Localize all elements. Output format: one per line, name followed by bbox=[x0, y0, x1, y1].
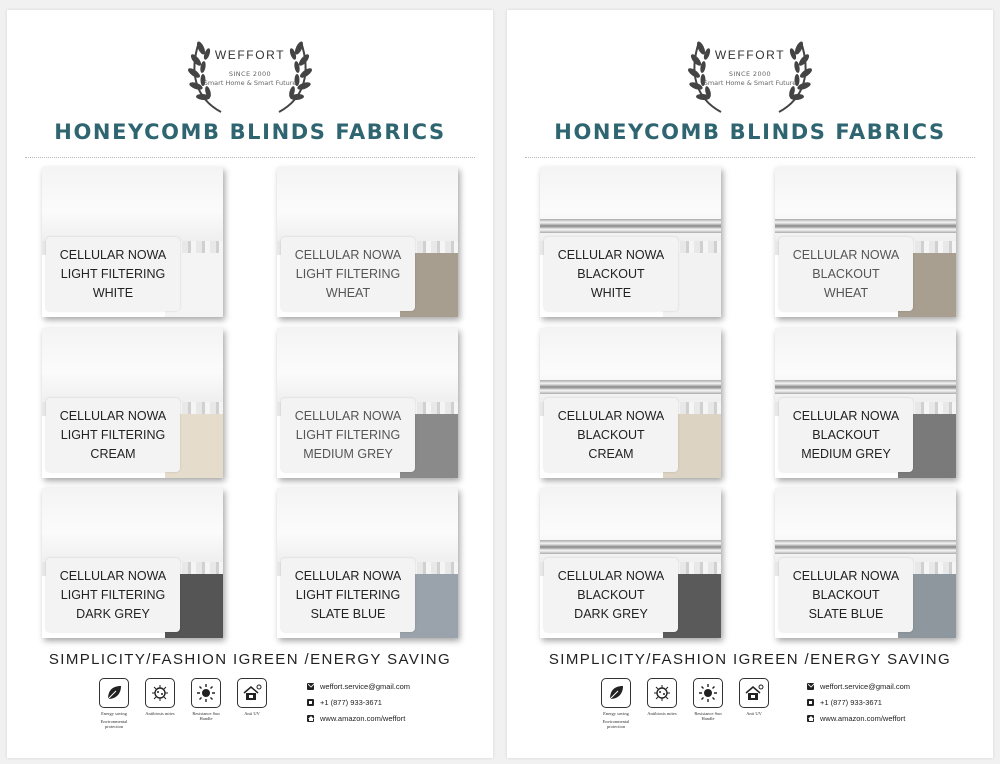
swatch-card bbox=[540, 328, 721, 478]
swatch-face bbox=[277, 328, 458, 402]
swatch-line-3: MEDIUM GREY bbox=[303, 446, 393, 461]
contact-website bbox=[807, 712, 977, 725]
leaf-icon bbox=[606, 683, 626, 703]
swatch-card bbox=[42, 488, 223, 638]
feature-caption: Environmental protection bbox=[602, 719, 630, 729]
swatch-label bbox=[281, 558, 415, 632]
brand-tagline: Smart Home & Smart Future bbox=[203, 79, 297, 87]
contact-email bbox=[807, 680, 977, 693]
swatch-face bbox=[277, 167, 458, 241]
slogan: SIMPLICITY/FASHION IGREEN /ENERGY SAVING bbox=[548, 651, 952, 668]
sun-icon bbox=[196, 683, 216, 703]
swatch-card bbox=[540, 167, 721, 317]
swatch-line-1: CELLULAR NOWA bbox=[792, 568, 900, 583]
swatch-line-3: SLATE BLUE bbox=[310, 606, 386, 621]
contact-website-text: www.amazon.com/weffort bbox=[820, 714, 906, 723]
swatch-line-1: CELLULAR NOWA bbox=[59, 247, 167, 262]
page-title: HONEYCOMB BLINDS FABRICS bbox=[54, 120, 446, 144]
brand-logo bbox=[507, 36, 993, 116]
swatch-foil bbox=[540, 380, 721, 394]
contact-phone bbox=[307, 696, 477, 709]
swatch-line-3: SLATE BLUE bbox=[808, 606, 884, 621]
swatch-line-2: BLACKOUT bbox=[812, 266, 880, 281]
swatch-face bbox=[277, 488, 458, 562]
feature-caption: Energy saving bbox=[603, 711, 629, 716]
contact-website-text: www.amazon.com/weffort bbox=[320, 714, 406, 723]
swatch-line-2: LIGHT FILTERING bbox=[295, 266, 401, 281]
bacteria-icon bbox=[652, 683, 672, 703]
swatch-line-3: DARK GREY bbox=[574, 606, 648, 621]
swatch-line-1: CELLULAR NOWA bbox=[557, 247, 665, 262]
swatch-line-1: CELLULAR NOWA bbox=[792, 408, 900, 423]
swatch-foil bbox=[540, 219, 721, 233]
swatch-label bbox=[46, 237, 180, 311]
swatch-line-2: BLACKOUT bbox=[577, 266, 645, 281]
swatch-card bbox=[277, 167, 458, 317]
swatch-label bbox=[46, 558, 180, 632]
page-title: HONEYCOMB BLINDS FABRICS bbox=[554, 120, 946, 144]
email-icon bbox=[807, 683, 814, 690]
swatch-face bbox=[42, 488, 223, 562]
swatch-line-3: WHITE bbox=[590, 285, 632, 300]
feature-caption: Antibiosis mites bbox=[145, 711, 175, 716]
swatch-line-1: CELLULAR NOWA bbox=[294, 247, 402, 262]
feature-caption: Environmental protection bbox=[100, 719, 128, 729]
swatch-card bbox=[775, 488, 956, 638]
feature-icons bbox=[94, 678, 274, 728]
swatch-line-1: CELLULAR NOWA bbox=[294, 568, 402, 583]
brand-since: SINCE 2000 bbox=[228, 70, 272, 78]
swatch-card bbox=[42, 328, 223, 478]
feature-antibiosis bbox=[140, 678, 180, 716]
swatch-line-2: BLACKOUT bbox=[577, 587, 645, 602]
swatch-line-3: CREAM bbox=[588, 446, 634, 461]
contact-website bbox=[307, 712, 477, 725]
feature-caption: Anti UV bbox=[244, 711, 260, 716]
bacteria-icon bbox=[150, 683, 170, 703]
swatch-line-3: MEDIUM GREY bbox=[801, 446, 891, 461]
contact-phone bbox=[807, 696, 977, 709]
swatch-line-3: WHEAT bbox=[325, 285, 371, 300]
contact-list bbox=[307, 680, 477, 728]
swatch-line-2: LIGHT FILTERING bbox=[60, 587, 166, 602]
house-uv-icon bbox=[744, 683, 764, 703]
swatch-label bbox=[544, 237, 678, 311]
feature-anti-uv bbox=[734, 678, 774, 716]
swatch-label bbox=[779, 398, 913, 472]
feature-caption: Anti UV bbox=[746, 711, 762, 716]
swatch-foil bbox=[775, 219, 956, 233]
home-icon bbox=[807, 715, 814, 722]
swatch-line-2: BLACKOUT bbox=[812, 427, 880, 442]
swatch-face bbox=[42, 328, 223, 402]
swatch-label bbox=[779, 558, 913, 632]
feature-antibiosis bbox=[642, 678, 682, 716]
swatch-line-3: DARK GREY bbox=[76, 606, 150, 621]
swatch-line-3: WHEAT bbox=[823, 285, 869, 300]
home-icon bbox=[307, 715, 314, 722]
swatch-line-2: BLACKOUT bbox=[812, 587, 880, 602]
brand-logo bbox=[7, 36, 493, 116]
swatch-line-3: CREAM bbox=[90, 446, 136, 461]
swatch-line-2: LIGHT FILTERING bbox=[295, 427, 401, 442]
swatch-line-2: BLACKOUT bbox=[577, 427, 645, 442]
contact-list bbox=[807, 680, 977, 728]
swatch-foil bbox=[540, 540, 721, 554]
swatch-line-2: LIGHT FILTERING bbox=[60, 266, 166, 281]
feature-anti-uv bbox=[232, 678, 272, 716]
swatch-line-1: CELLULAR NOWA bbox=[59, 568, 167, 583]
blackout-panel bbox=[507, 10, 993, 758]
phone-icon bbox=[807, 699, 814, 706]
swatch-card bbox=[540, 488, 721, 638]
title-divider bbox=[525, 157, 975, 158]
feature-caption: Resistance Sun Handle bbox=[192, 711, 220, 721]
swatch-foil bbox=[775, 540, 956, 554]
contact-email bbox=[307, 680, 477, 693]
sun-icon bbox=[698, 683, 718, 703]
slogan: SIMPLICITY/FASHION IGREEN /ENERGY SAVING bbox=[48, 651, 452, 668]
feature-energy-saving bbox=[94, 678, 134, 729]
swatch-card bbox=[42, 167, 223, 317]
swatch-line-1: CELLULAR NOWA bbox=[59, 408, 167, 423]
swatch-line-1: CELLULAR NOWA bbox=[557, 408, 665, 423]
swatch-card bbox=[775, 328, 956, 478]
brand-since: SINCE 2000 bbox=[728, 70, 772, 78]
swatch-label bbox=[779, 237, 913, 311]
feature-sun-resistance bbox=[688, 678, 728, 721]
contact-phone-text: +1 (877) 933-3671 bbox=[820, 698, 882, 707]
swatch-card bbox=[775, 167, 956, 317]
swatch-card bbox=[277, 328, 458, 478]
swatch-label bbox=[281, 237, 415, 311]
swatch-line-1: CELLULAR NOWA bbox=[792, 247, 900, 262]
contact-email-text: weffort.service@gmail.com bbox=[820, 682, 910, 691]
swatch-line-2: LIGHT FILTERING bbox=[60, 427, 166, 442]
swatch-line-2: LIGHT FILTERING bbox=[295, 587, 401, 602]
swatch-line-1: CELLULAR NOWA bbox=[294, 408, 402, 423]
brand-name: WEFFORT bbox=[214, 48, 286, 62]
feature-caption: Resistance Sun Handle bbox=[694, 711, 722, 721]
swatch-line-1: CELLULAR NOWA bbox=[557, 568, 665, 583]
swatch-label bbox=[281, 398, 415, 472]
house-uv-icon bbox=[242, 683, 262, 703]
feature-sun-resistance bbox=[186, 678, 226, 721]
leaf-icon bbox=[104, 683, 124, 703]
swatch-line-3: WHITE bbox=[92, 285, 134, 300]
contact-phone-text: +1 (877) 933-3671 bbox=[320, 698, 382, 707]
feature-caption: Antibiosis mites bbox=[647, 711, 677, 716]
feature-caption: Energy saving bbox=[101, 711, 127, 716]
swatch-label bbox=[544, 398, 678, 472]
brand-name: WEFFORT bbox=[714, 48, 786, 62]
contact-email-text: weffort.service@gmail.com bbox=[320, 682, 410, 691]
swatch-label bbox=[46, 398, 180, 472]
swatch-label bbox=[544, 558, 678, 632]
brand-tagline: Smart Home & Smart Future bbox=[703, 79, 797, 87]
swatch-foil bbox=[775, 380, 956, 394]
feature-energy-saving bbox=[596, 678, 636, 729]
swatch-card bbox=[277, 488, 458, 638]
light-filtering-panel bbox=[7, 10, 493, 758]
email-icon bbox=[307, 683, 314, 690]
phone-icon bbox=[307, 699, 314, 706]
title-divider bbox=[25, 157, 475, 158]
swatch-face bbox=[42, 167, 223, 241]
feature-icons bbox=[596, 678, 776, 728]
